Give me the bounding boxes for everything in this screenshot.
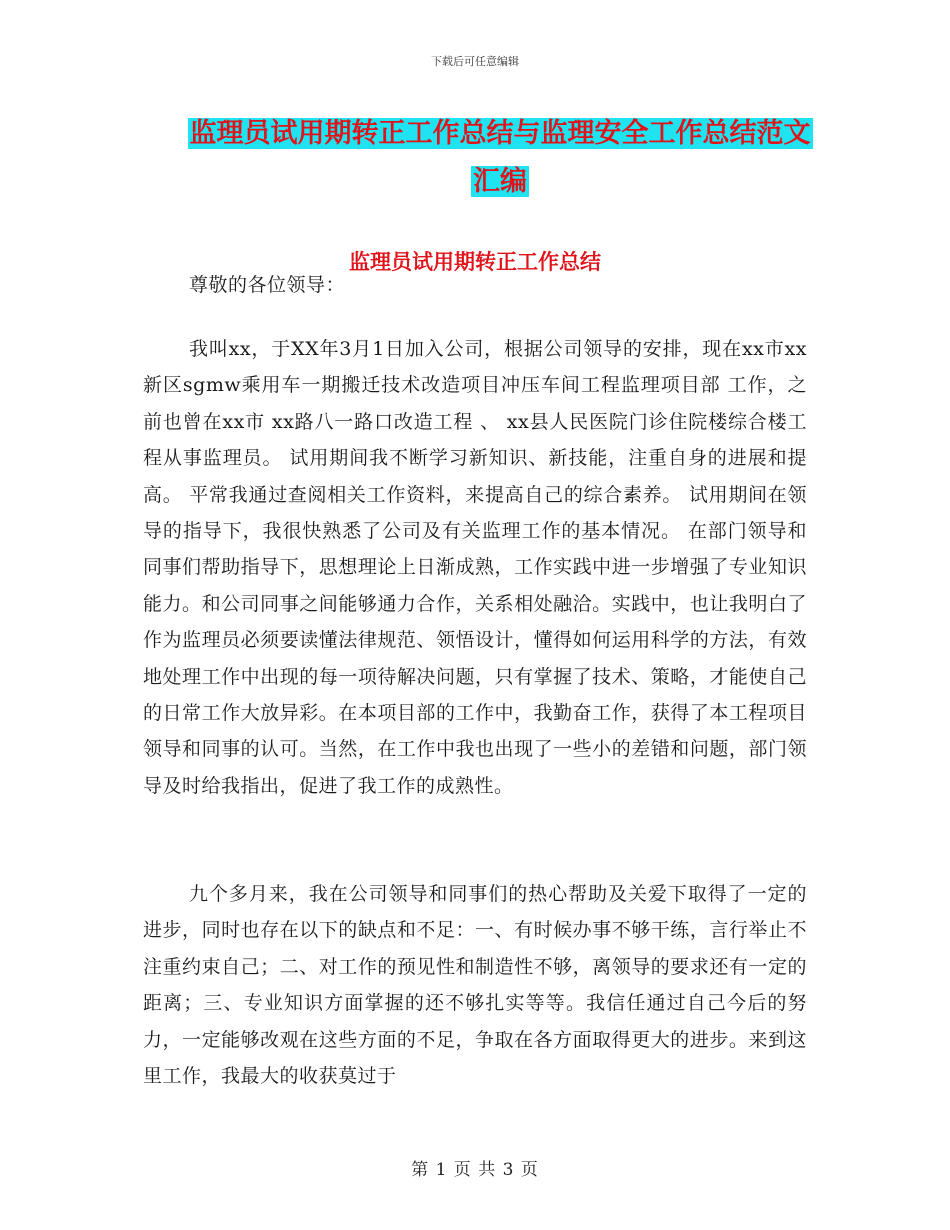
section-title: 监理员试用期转正工作总结: [349, 250, 601, 274]
document-title-line-1: 监理员试用期转正工作总结与监理安全工作总结范文: [189, 118, 811, 149]
page-footer: 第 1 页 共 3 页: [411, 1160, 539, 1180]
header-note: 下载后可任意编辑: [431, 55, 519, 68]
body-paragraph-1: 我叫xx，于XX年3月1日加入公司，根据公司领导的安排，现在xx市xx新区sgmw乘用车一期搬迁技术改造项目冲压车间工程监理项目部 工作，之前也曾在xx市 xx路八一路口改造工程 、 xx县人民医院门诊住院楼综合楼工程从事监理员。 试用期间我不断学习新知识、新技能，注重自身的进展和提高。 平常我通过查阅相关工作资料，来提高自己的综合素养。 试用期间在领导的指导下，我很快熟悉了公司及有关监理工作的基本情况。 在部门领导和同事们帮助指导下，思想理论上日渐成熟，工作实践中进一步增强了专业知识能力。和公司同事之间能够通力合作，关系相处融洽。实践中，也让我明白了作为监理员必须要读懂法律规范、领悟设计，懂得如何运用科学的方法，有效地处理工作中出现的每一项待解决问题，只有掌握了技术、策略，才能使自己的日常工作大放异彩。在本项目部的工作中，我勤奋工作，获得了本工程项目领导和同事的认可。当然，在工作中我也出现了一些小的差错和问题，部门领导及时给我指出，促进了我工作的成熟性。: [143, 338, 807, 797]
document-title-line-2: 汇编: [473, 166, 527, 197]
salutation: 尊敬的各位领导：: [189, 274, 346, 296]
body-paragraph-2: 九个多月来，我在公司领导和同事们的热心帮助及关爱下取得了一定的进步，同时也存在以下的缺点和不足：一、有时候办事不够干练，言行举止不注重约束自己；二、对工作的预见性和制造性不够，离领导的要求还有一定的距离；三、专业知识方面掌握的还不够扎实等等。我信任通过自己今后的努力，一定能够改观在这些方面的不足，争取在各方面取得更大的进步。来到这里工作，我最大的收获莫过于: [143, 883, 807, 1088]
document-title: [140, 110, 860, 206]
